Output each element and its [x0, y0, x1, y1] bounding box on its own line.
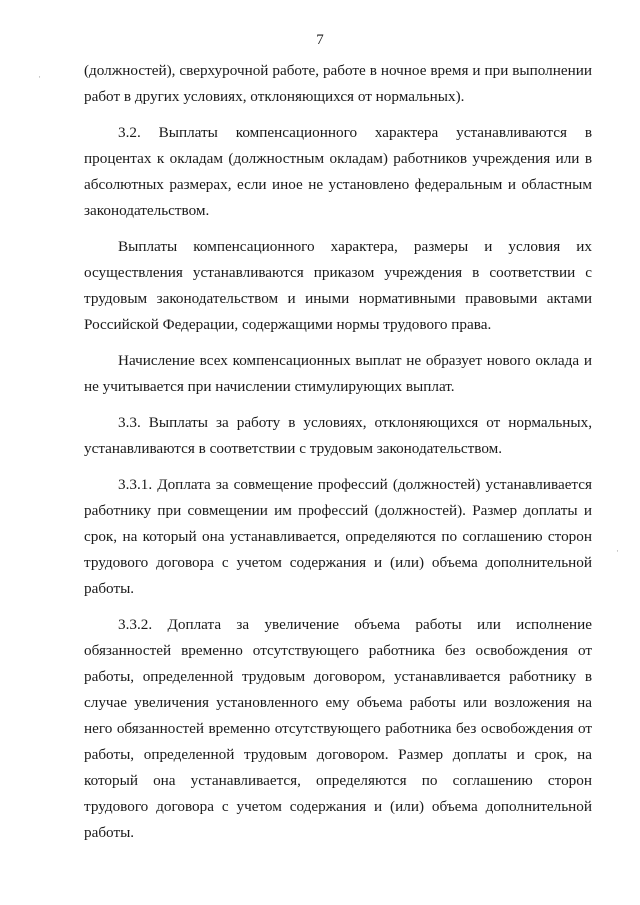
scan-speck-right: ·	[616, 546, 619, 556]
paragraph-3-3: 3.3. Выплаты за работу в условиях, отклоняющихся от нормальных, устанавливаются в соответствии с трудовым законодательством.	[84, 414, 592, 457]
paragraph-compensation-accrual: Начисление всех компенсационных выплат не образует нового оклада и не учитывается при начислении стимулирующих выплат.	[84, 352, 592, 395]
scan-speck-left: ·	[38, 72, 41, 82]
document-body	[84, 58, 592, 856]
paragraph-3-2: 3.2. Выплаты компенсационного характера устанавливаются в процентах к окладам (должностным окладам) работников учреждения или в абсолютных размерах, если иное не установлено федеральным и областным законодательством.	[84, 124, 592, 219]
paragraph-3-3-2: 3.3.2. Доплата за увеличение объема работы или исполнение обязанностей временно отсутствующего работника без освобождения от работы, определенной трудовым договором, устанавливается работнику в случае увеличения установленного ему объема работы или возложения на него обязанностей временно отсутствующего работника без освобождения от работы, определенной трудовым договором. Размер доплаты и срок, на который она устанавливается, определяются по соглашению сторон трудового договора с учетом содержания и (или) объема дополнительной работы.	[84, 616, 592, 841]
paragraph-compensation-conditions: Выплаты компенсационного характера, размеры и условия их осуществления устанавливаются приказом учреждения в соответствии с трудовым законодательством и иными нормативными правовыми актами Российской Федерации, содержащими нормы трудового права.	[84, 238, 592, 333]
paragraph-continuation: (должностей), сверхурочной работе, работе в ночное время и при выполнении работ в других условиях, отклоняющихся от нормальных).	[84, 62, 592, 105]
page-number: 7	[316, 32, 324, 48]
paragraph-3-3-1: 3.3.1. Доплата за совмещение профессий (должностей) устанавливается работнику при совмещении им профессий (должностей). Размер доплаты и срок, на который она устанавливается, определяются по соглашению сторон трудового договора с учетом содержания и (или) объема дополнительной работы.	[84, 476, 592, 597]
